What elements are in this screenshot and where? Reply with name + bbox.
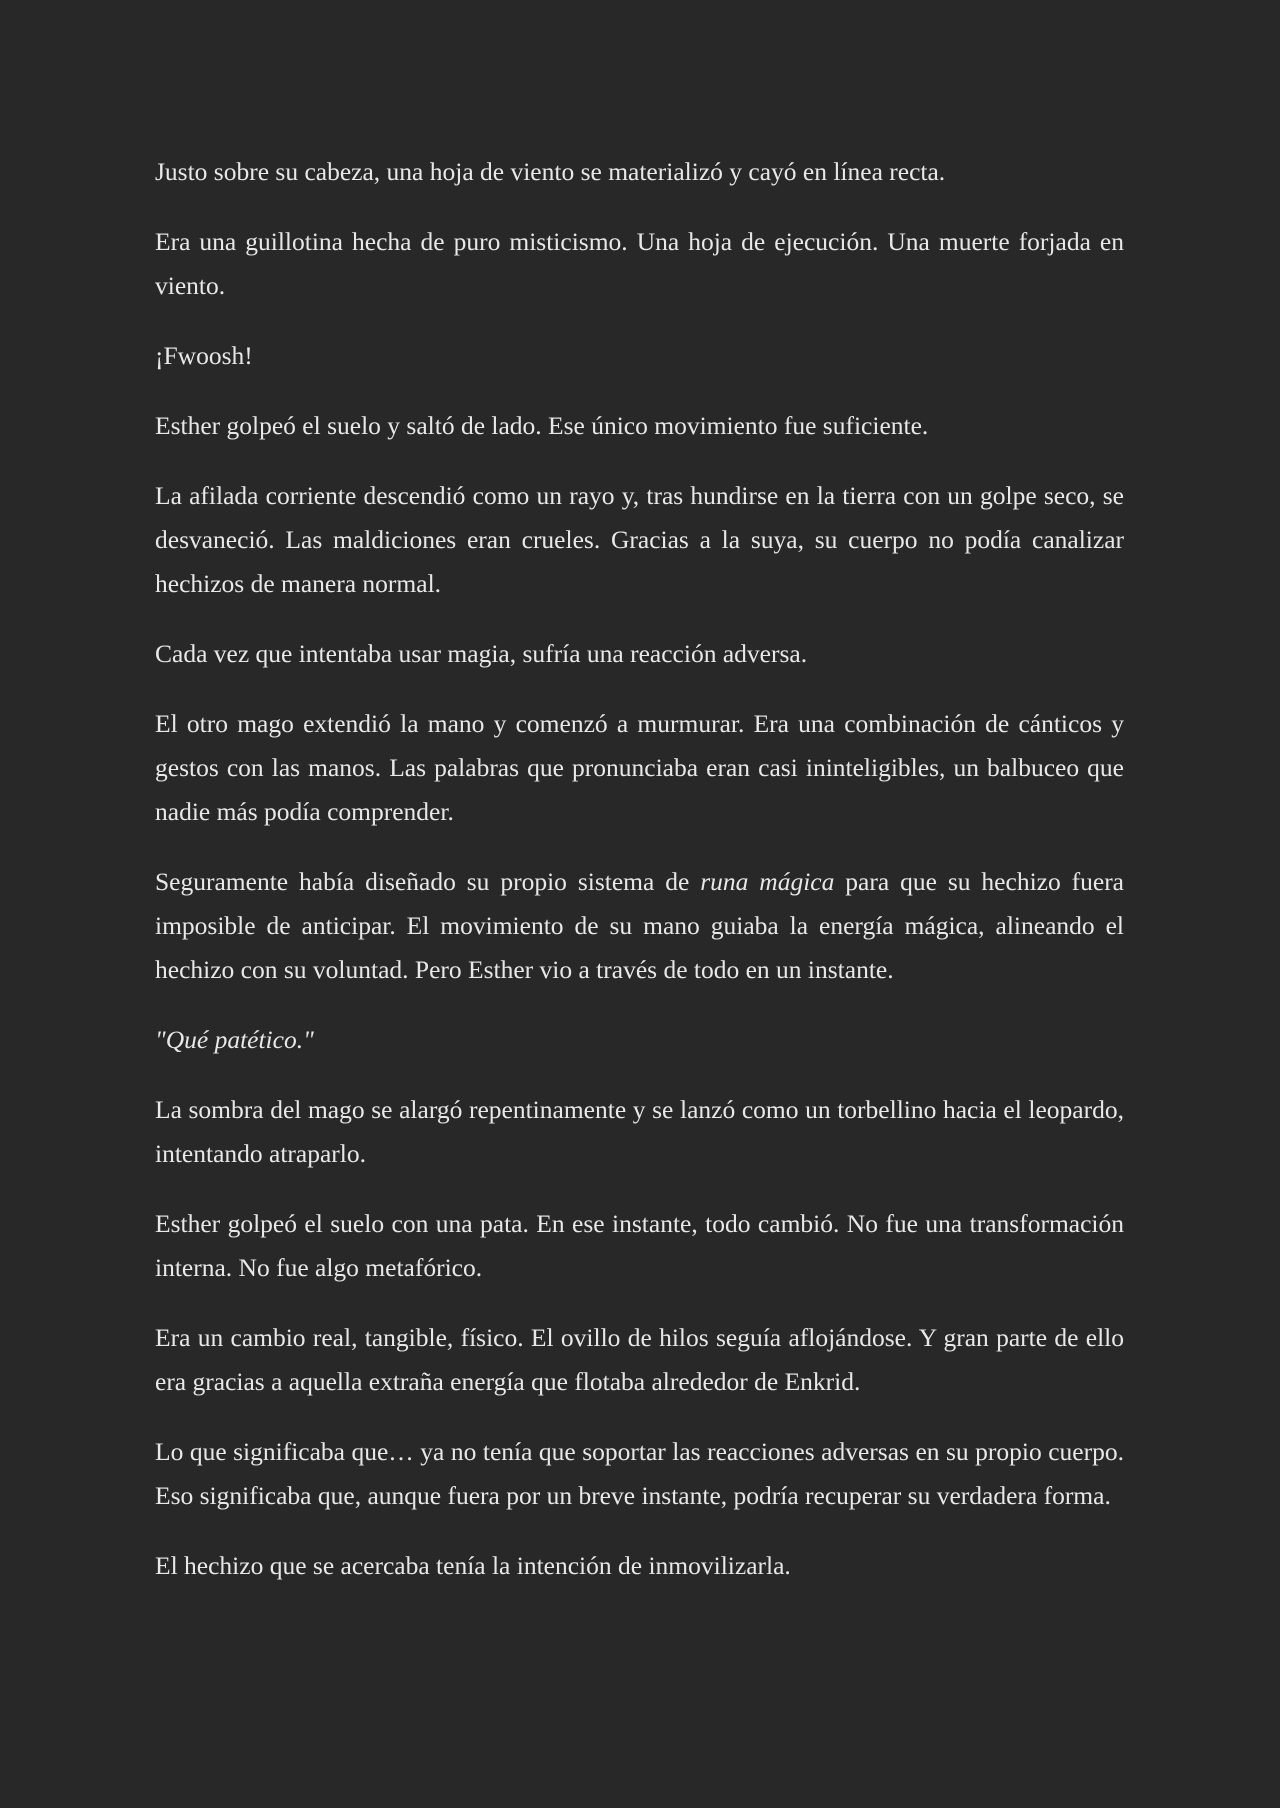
paragraph: El otro mago extendió la mano y comenzó a murmurar. Era una combinación de cánticos y gestos con las manos. Las palabras que pronunciaba eran casi ininteligibles, un balbuceo que nadie más podía comprender. xyxy=(155,709,1124,826)
paragraph: Cada vez que intentaba usar magia, sufría una reacción adversa. xyxy=(155,639,808,668)
paragraph-text: para que su hechizo fuera imposible de anticipar. El movimiento de su mano guiaba la energía mágica, alineando el hechizo con su voluntad. Pero Esther vio a través de todo en un instante. xyxy=(155,867,1125,984)
paragraph-text: Seguramente había diseñado su propio sistema de xyxy=(155,867,701,896)
emphasized-term: runa mágica xyxy=(700,867,835,896)
chapter-text xyxy=(155,150,1124,1614)
paragraph: Era un cambio real, tangible, físico. El ovillo de hilos seguía aflojándose. Y gran parte de ello era gracias a aquella extraña energía que flotaba alrededor de Enkrid. xyxy=(155,1323,1124,1396)
paragraph: Justo sobre su cabeza, una hoja de viento se materializó y cayó en línea recta. xyxy=(155,157,946,186)
thought-quote xyxy=(155,1018,1124,1062)
paragraph: Era una guillotina hecha de puro misticismo. Una hoja de ejecución. Una muerte forjada en viento. xyxy=(155,227,1124,300)
paragraph: Lo que significaba que… ya no tenía que soportar las reacciones adversas en su propio cuerpo. Eso significaba que, aunque fuera por un breve instante, podría recuperar su verdadera forma. xyxy=(155,1437,1124,1510)
paragraph: Esther golpeó el suelo y saltó de lado. Ese único movimiento fue suficiente. xyxy=(155,411,929,440)
paragraph: El hechizo que se acercaba tenía la intención de inmovilizarla. xyxy=(155,1551,791,1580)
paragraph: La sombra del mago se alargó repentinamente y se lanzó como un torbellino hacia el leopardo, intentando atraparlo. xyxy=(155,1095,1124,1168)
paragraph: La afilada corriente descendió como un rayo y, tras hundirse en la tierra con un golpe seco, se desvaneció. Las maldiciones eran crueles. Gracias a la suya, su cuerpo no podía canalizar hechizos de manera normal. xyxy=(155,481,1124,598)
thought-quote-text: "Qué patético." xyxy=(155,1025,314,1054)
paragraph: Esther golpeó el suelo con una pata. En ese instante, todo cambió. No fue una transformación interna. No fue algo metafórico. xyxy=(155,1209,1124,1282)
paragraph: ¡Fwoosh! xyxy=(155,341,253,370)
paragraph xyxy=(155,860,1124,992)
